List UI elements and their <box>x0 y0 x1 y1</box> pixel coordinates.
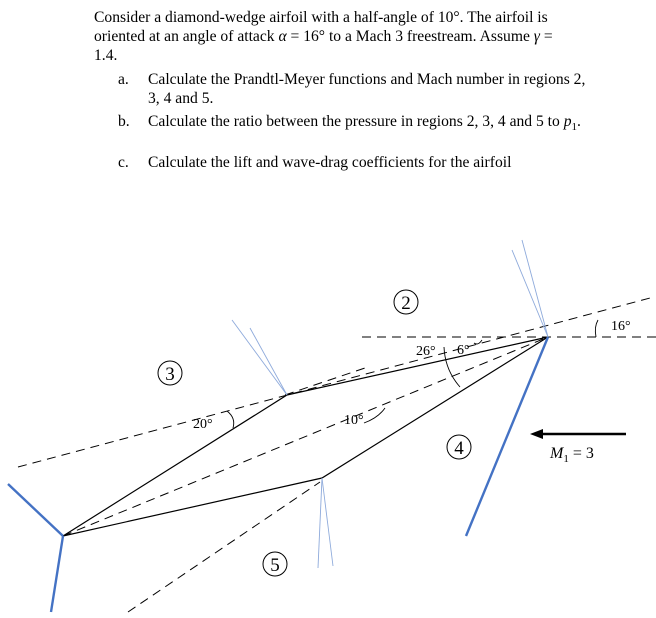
mach-subscript: 1 <box>563 453 569 465</box>
arc-front-upper <box>227 411 234 428</box>
leading-edge-wave-line <box>522 240 548 337</box>
leading-edge-wave-line <box>512 250 548 337</box>
freestream <box>530 429 626 465</box>
problem-text: = 16° to a Mach 3 freestream. Assume <box>286 28 534 45</box>
question-text-tail: . <box>577 113 581 130</box>
chord-line <box>63 337 548 536</box>
lower-extension-line <box>128 482 320 612</box>
problem-line-3: 1.4. <box>94 47 118 64</box>
arc-attack-angle <box>595 320 598 337</box>
region-3-label: 3 <box>165 364 175 385</box>
question-marker: a. <box>118 71 129 88</box>
freestream-label <box>549 445 594 465</box>
trailing-edge-upper-shock <box>8 484 63 536</box>
question-text: Calculate the lift and wave-drag coefficients for the airfoil <box>148 154 512 171</box>
trailing-edge-lower-shock <box>51 536 63 612</box>
lower-expansion-line <box>318 478 322 568</box>
expansion-fan-lines <box>232 240 548 568</box>
question-text: Calculate the Prandtl-Meyer functions and Mach number in regions 2, <box>148 71 586 88</box>
lower-expansion-line <box>322 478 333 566</box>
pressure-subscript: 1 <box>571 121 578 134</box>
upper-expansion-line <box>250 328 287 395</box>
chord-extension-line <box>18 298 650 467</box>
arc-small <box>474 340 482 344</box>
question-text: Calculate the ratio between the pressure in regions 2, 3, 4 and 5 to <box>148 113 564 130</box>
arc-front-lower <box>364 408 385 423</box>
mach-value: = 3 <box>568 445 594 462</box>
gamma-symbol: γ <box>533 28 540 45</box>
question-marker: c. <box>118 154 129 171</box>
angle-upper-rear-label: 26° <box>416 344 436 359</box>
angle-arcs <box>227 320 598 428</box>
problem-text: oriented at an angle of attack <box>94 28 279 45</box>
angle-labels <box>193 319 631 432</box>
region-2-label: 2 <box>401 293 411 314</box>
problem-text: = <box>539 28 553 45</box>
pressure-symbol: p <box>563 113 572 130</box>
upper-extension-line <box>285 368 365 395</box>
angle-small-label: 6° <box>457 343 470 358</box>
angle-attack-label: 16° <box>611 319 631 334</box>
leading-edge-shock <box>466 337 548 536</box>
angle-front-upper-label: 20° <box>193 417 213 432</box>
question-marker: b. <box>118 113 130 130</box>
upper-expansion-line <box>232 320 287 395</box>
mach-symbol: M <box>550 445 564 462</box>
region-5-label: 5 <box>270 555 280 576</box>
region-4-label: 4 <box>454 438 464 459</box>
question-text-cont: 3, 4 and 5. <box>148 90 214 107</box>
problem-line-1: Consider a diamond-wedge airfoil with a half-angle of 10°. The airfoil is <box>94 9 548 26</box>
alpha-symbol: α <box>278 28 287 45</box>
angle-front-lower-label: 10° <box>344 413 364 428</box>
freestream-arrow-head <box>530 429 543 439</box>
